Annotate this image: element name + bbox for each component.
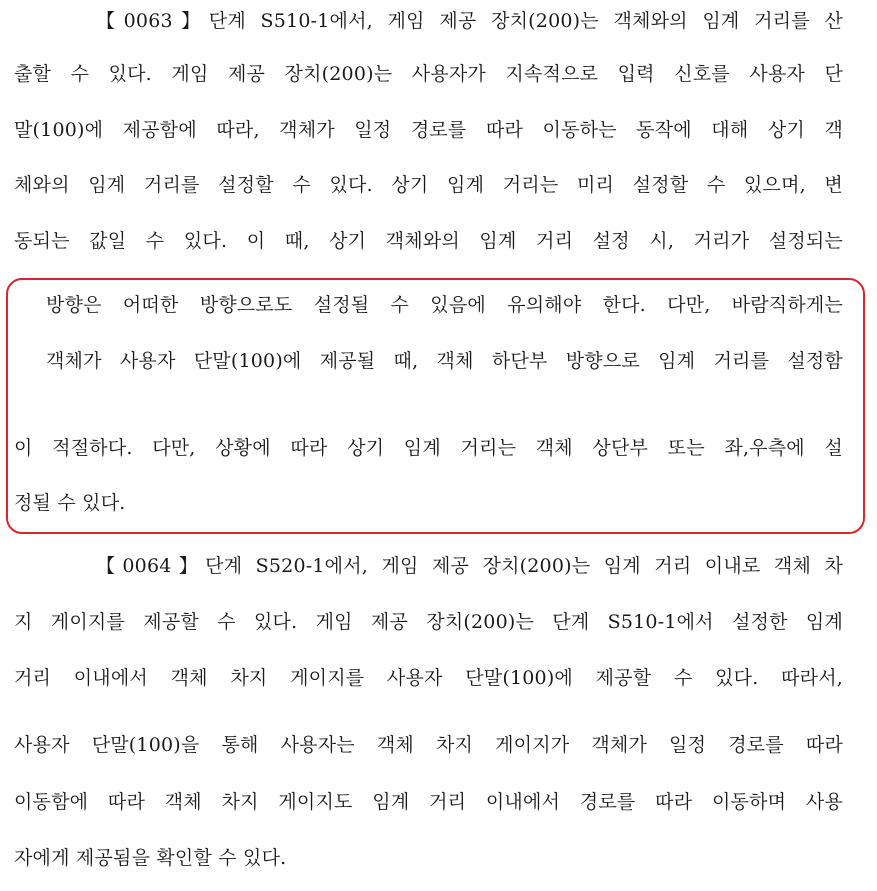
paragraph-0064-line-2: 지 게이지를 제공할 수 있다. 게임 제공 장치(200)는 단계 S510-1에서 설정한 임계 — [14, 611, 843, 633]
paragraph-0063-line-4: 체와의 임계 거리를 설정할 수 있다. 상기 임계 거리는 미리 설정할 수 있으며, 변 — [14, 174, 843, 196]
paragraph-0063-line-7: 객체가 사용자 단말(100)에 제공될 때, 객체 하단부 방향으로 임계 거리를 설정함 — [46, 350, 843, 372]
paragraph-0063-line-6: 방향은 어떠한 방향으로도 설정될 수 있음에 유의해야 한다. 다만, 바람직하게는 — [46, 294, 843, 316]
paragraph-0063-line-8: 이 적절하다. 다만, 상황에 따라 상기 임계 거리는 객체 상단부 또는 좌,우측에 설 — [14, 437, 843, 459]
paragraph-0063-line-5: 동되는 값일 수 있다. 이 때, 상기 객체와의 임계 거리 설정 시, 거리가 설정되는 — [14, 230, 843, 252]
paragraph-0064-line-5: 이동함에 따라 객체 차지 게이지도 임계 거리 이내에서 경로를 따라 이동하며 사용 — [14, 791, 843, 813]
paragraph-0064-line-6: 자에게 제공됨을 확인할 수 있다. — [14, 847, 287, 869]
paragraph-0063-line-1: 【0063】단계 S510-1에서, 게임 제공 장치(200)는 객체와의 임계 거리를 산 — [96, 10, 843, 32]
paragraph-0063-line-3: 말(100)에 제공함에 따라, 객체가 일정 경로를 따라 이동하는 동작에 대해 상기 객 — [14, 119, 843, 141]
paragraph-0064-line-1: 【0064】단계 S520-1에서, 게임 제공 장치(200)는 임계 거리 이내로 객체 차 — [96, 555, 843, 577]
paragraph-0064-line-4: 사용자 단말(100)을 통해 사용자는 객체 차지 게이지가 객체가 일정 경로를 따라 — [14, 734, 843, 756]
paragraph-0064-line-3: 거리 이내에서 객체 차지 게이지를 사용자 단말(100)에 제공할 수 있다. 따라서, — [14, 667, 843, 689]
paragraph-0063-line-2: 출할 수 있다. 게임 제공 장치(200)는 사용자가 지속적으로 입력 신호를 사용자 단 — [14, 63, 843, 85]
paragraph-0063-line-9: 정될 수 있다. — [14, 492, 126, 514]
